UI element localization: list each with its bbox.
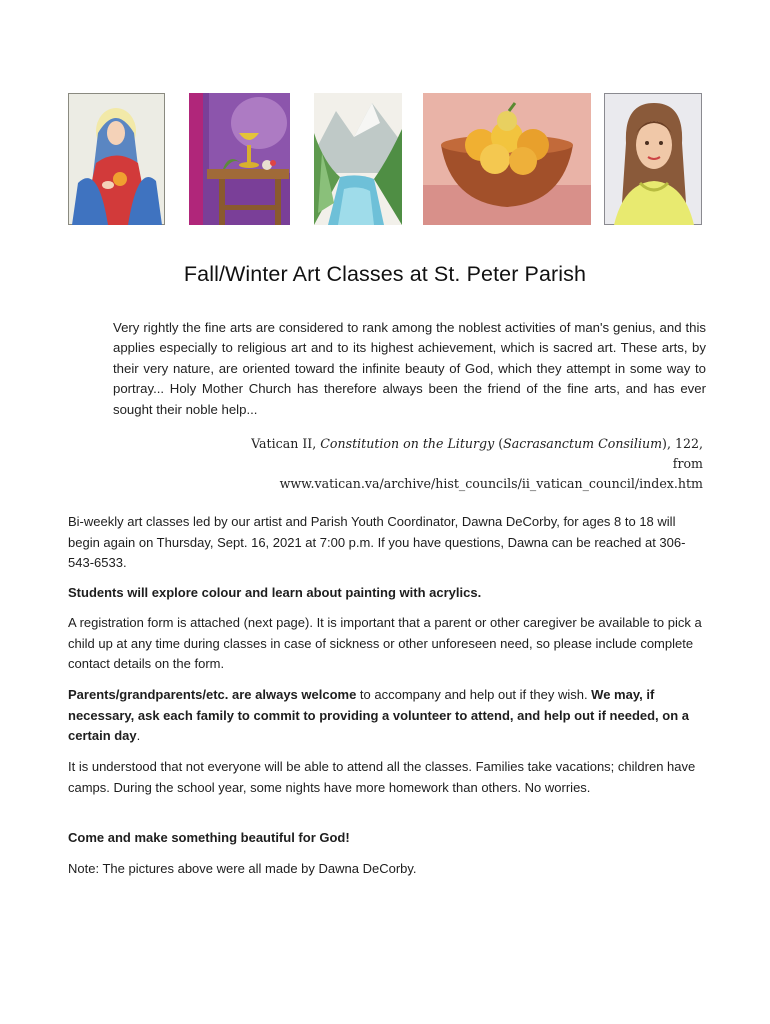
welcome-paragraph bbox=[68, 685, 708, 747]
intro-paragraph: Bi-weekly art classes led by our artist and Parish Youth Coordinator, Dawna DeCorby, for ages 8 to 18 will begin again on Thursday, Sept. 16, 2021 at 7:00 p.m. If you have questions, Dawna can be reached at 306-543-6533. bbox=[68, 514, 686, 570]
welcome-bold: Parents/grandparents/etc. are always welcome bbox=[68, 687, 357, 702]
understood-paragraph: It is understood that not everyone will be able to attend all the classes. Families take vacations; children have camps. During the school year, some nights have more homework than others. No worries. bbox=[68, 759, 696, 795]
citation-suffix: ), 122, from bbox=[662, 436, 703, 471]
registration-paragraph: A registration form is attached (next page). It is important that a parent or other caregiver be available to pick a child up at any time during classes in case of sickness or other unforeseen need, so please include complete contact details on the form. bbox=[68, 615, 702, 671]
liturgy-quote: Very rightly the fine arts are considered to rank among the noblest activities of man's genius, and this applies especially to religious art and to its highest achievement, which is sacred art. These arts, by their very nature, are oriented toward the infinite beauty of God, which they attempt in some way to portray... Holy Mother Church has therefore always been the friend of the fine arts, and has ever sought their noble help... bbox=[113, 320, 706, 417]
welcome-mid: to accompany and help out if they wish. bbox=[356, 687, 592, 702]
citation-work: Constitution on the Liturgy bbox=[320, 436, 495, 451]
citation-url: www.vatican.va/archive/hist_councils/ii_vatican_council/index.htm bbox=[279, 476, 703, 491]
volunteer-end: . bbox=[136, 728, 141, 743]
page-title: Fall/Winter Art Classes at St. Peter Parish bbox=[183, 262, 587, 286]
chalice-painting bbox=[189, 93, 290, 225]
madonna-painting bbox=[68, 93, 165, 225]
volunteer-bold: We may, if necessary, ask each family to commit to providing a volunteer to attend, and help out if needed, on a certain day bbox=[68, 687, 689, 743]
come-paragraph: Come and make something beautiful for God! bbox=[68, 830, 350, 845]
explore-paragraph: Students will explore colour and learn about painting with acrylics. bbox=[68, 585, 482, 600]
citation-open: ( bbox=[494, 436, 504, 451]
fruit-bowl-painting bbox=[423, 93, 591, 225]
citation-latin: Sacrasanctum Consilium bbox=[503, 436, 663, 451]
note-paragraph: Note: The pictures above were all made by Dawna DeCorby. bbox=[68, 861, 417, 876]
painting-gallery bbox=[0, 93, 770, 226]
quote-citation bbox=[250, 434, 703, 494]
girl-portrait-painting bbox=[604, 93, 702, 225]
mountain-landscape-painting bbox=[314, 93, 402, 225]
citation-prefix: Vatican II, bbox=[251, 436, 321, 451]
